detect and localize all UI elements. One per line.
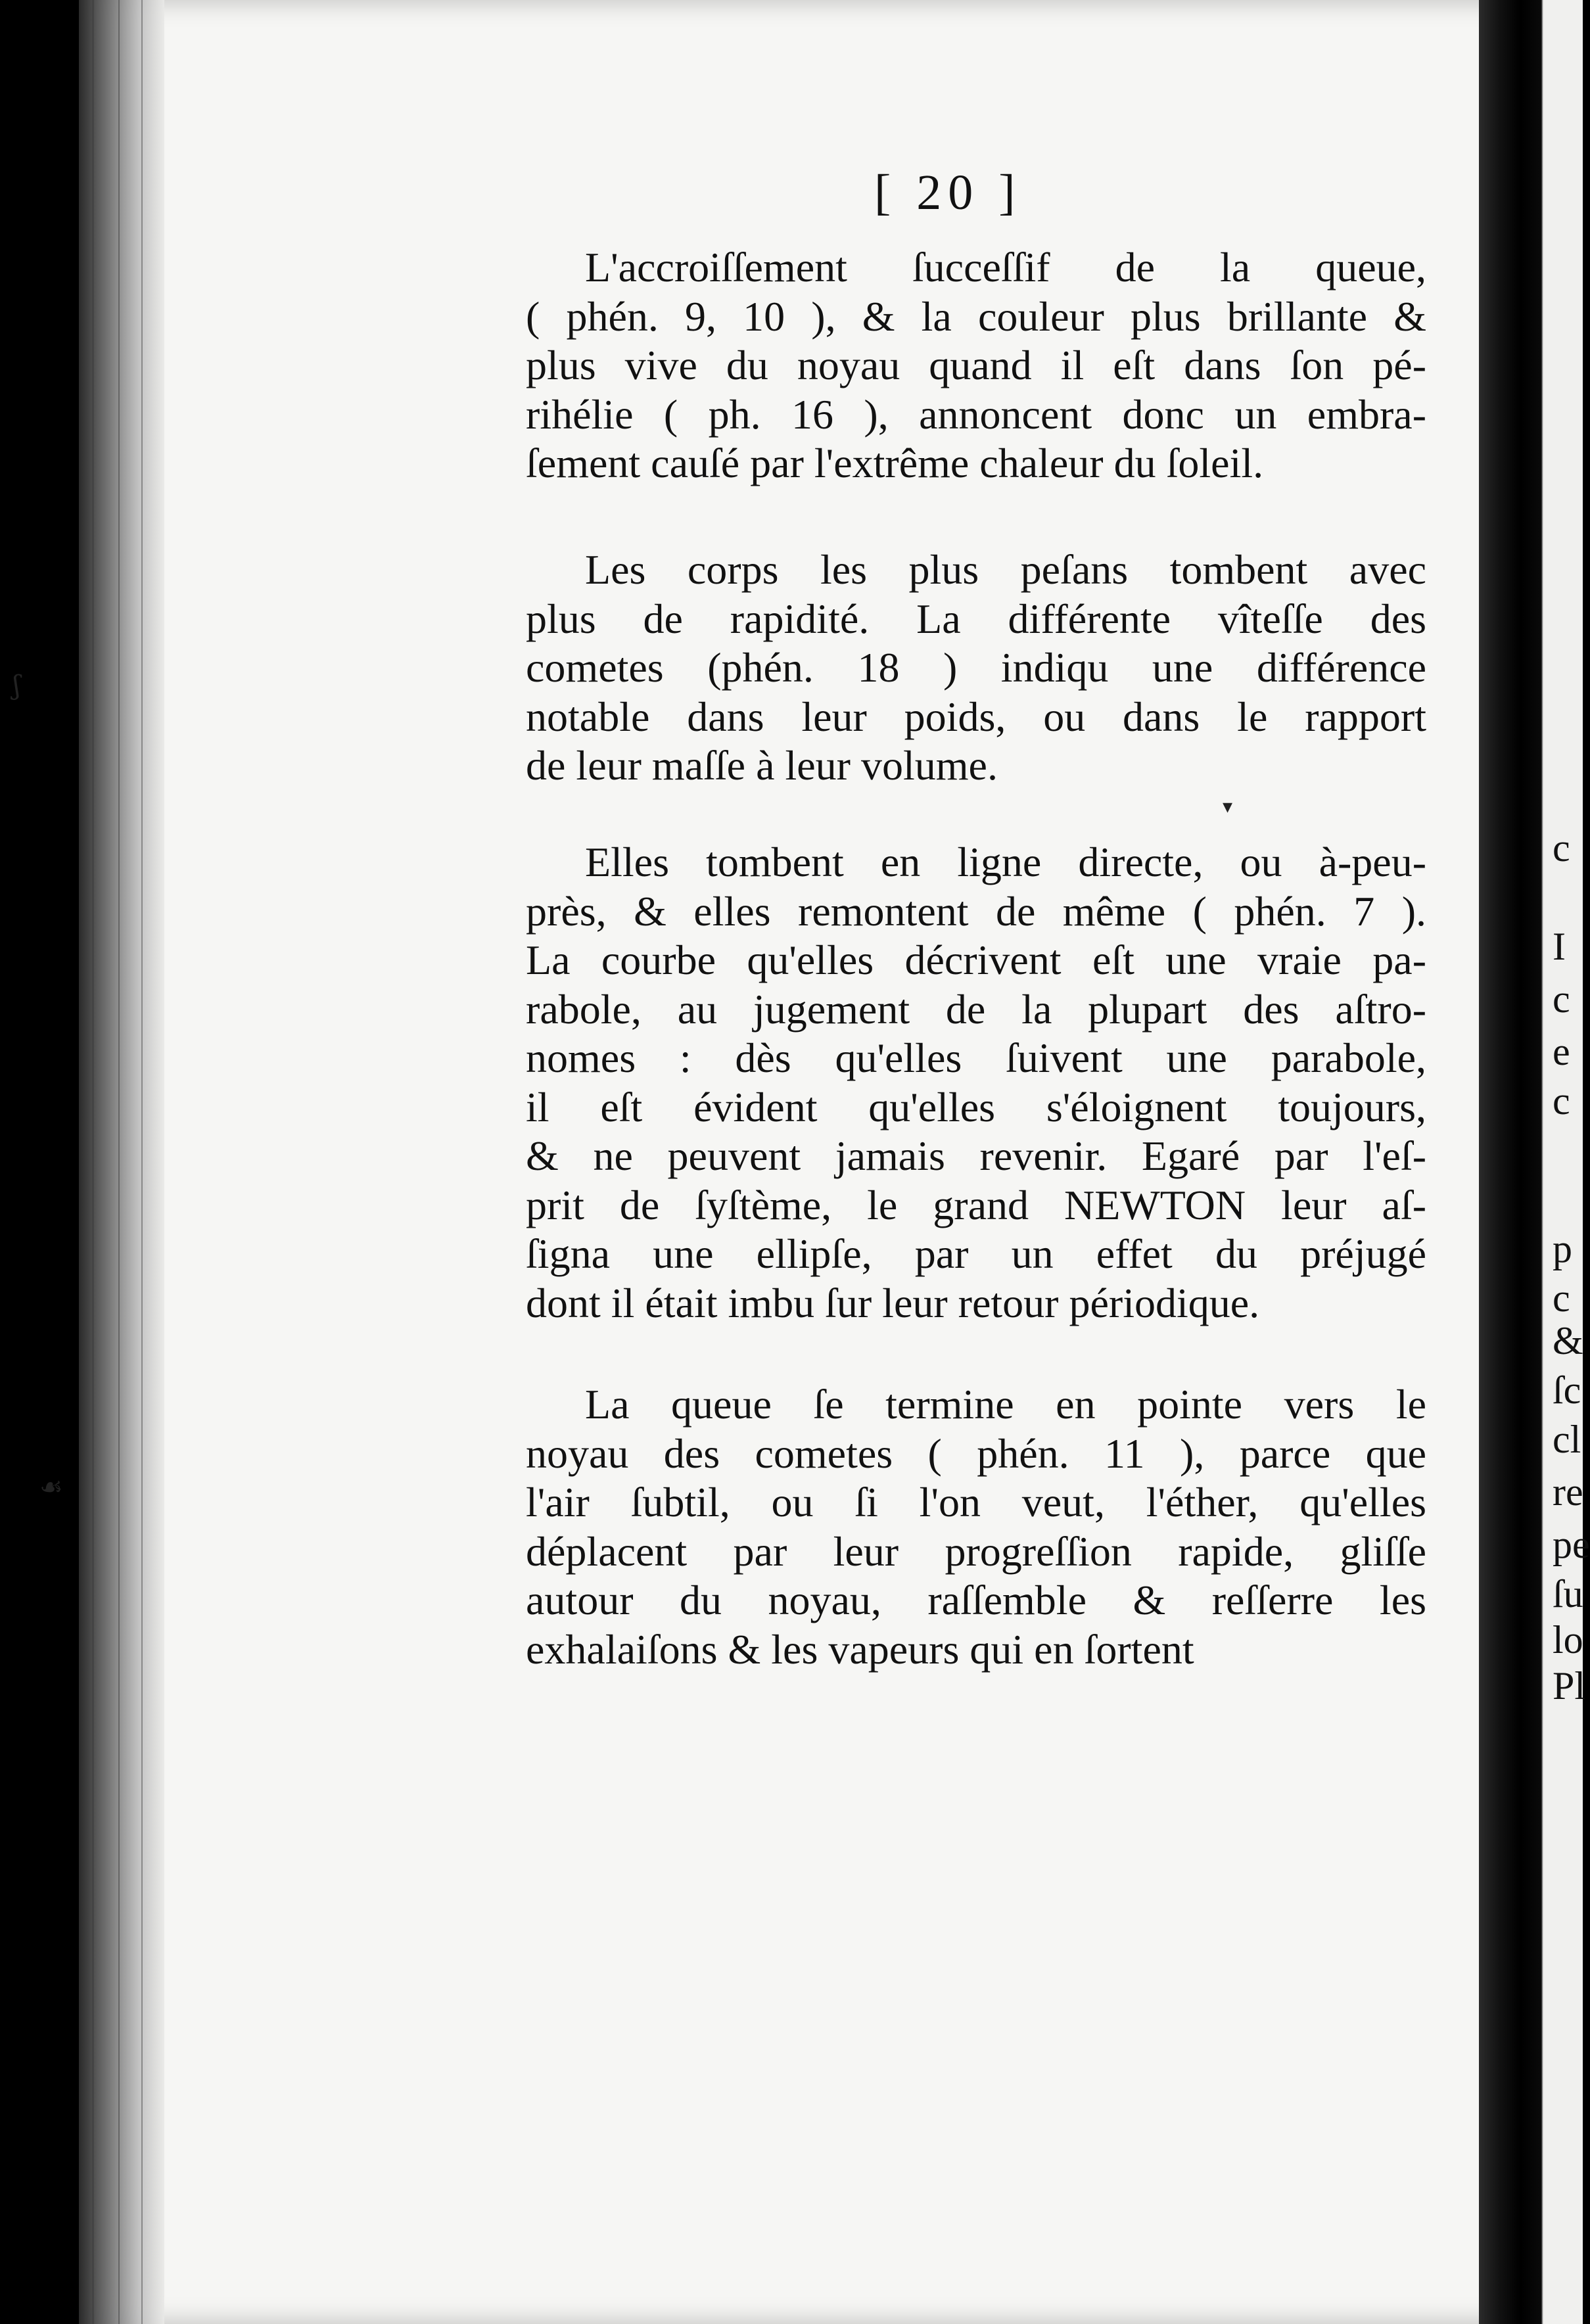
paragraph-4: [526, 1380, 1426, 1674]
text-line: La queue ſe termine en pointe vers le: [585, 1381, 1426, 1428]
gutter-line: [141, 0, 143, 2324]
text-line: ſement cauſé par l'extrême chaleur du ſoleil.: [526, 440, 1264, 486]
facing-page-fragment: re: [1553, 1470, 1583, 1514]
facing-page-fragment: c: [1553, 826, 1570, 870]
text-line: près, & elles remontent de même ( phén. 7 ).: [526, 887, 1426, 935]
text-line: Elles tombent en ligne directe, ou à-peu-: [585, 839, 1426, 885]
facing-page-fragment: pe: [1553, 1523, 1590, 1566]
text-line: de leur maſſe à leur volume.: [526, 742, 998, 789]
text-line: L'accroiſſement ſucceſſif de la queue,: [585, 244, 1426, 290]
facing-page-fragment: ſu: [1553, 1572, 1583, 1615]
text-line: rihélie ( ph. 16 ), annoncent donc un embra-: [526, 390, 1426, 438]
text-line: Les corps les plus peſans tombent avec: [585, 546, 1426, 593]
paragraph-3: [526, 838, 1426, 1328]
scan-border-left: [0, 0, 79, 2324]
text-line: dont il était imbu ſur leur retour périodique.: [526, 1279, 1260, 1326]
text-line: noyau des cometes ( phén. 11 ), parce que: [526, 1429, 1426, 1477]
facing-page-fragment: Pl: [1553, 1664, 1586, 1708]
page-number-header: [ 20 ]: [874, 165, 1022, 220]
text-line: il eſt évident qu'elles s'éloignent toujours,: [526, 1083, 1426, 1130]
facing-page-fragment: lo: [1553, 1618, 1583, 1662]
text-line: déplacent par leur progreſſion rapide, gliſſe: [526, 1527, 1426, 1575]
paragraph-2: [526, 546, 1426, 791]
text-line: rabole, au jugement de la plupart des aſtro-: [526, 985, 1426, 1033]
text-line: & ne peuvent jamais revenir. Egaré par l'eſ-: [526, 1132, 1426, 1179]
gutter-line: [118, 0, 120, 2324]
facing-page-fragment: ſc: [1553, 1368, 1581, 1412]
scan-speck: ▾: [1223, 795, 1233, 818]
scan-speck: ☙: [39, 1472, 63, 1502]
facing-page-fragment: cl: [1553, 1418, 1581, 1461]
text-line: La courbe qu'elles décrivent eſt une vraie pa-: [526, 937, 1426, 983]
facing-page-fragment: &: [1553, 1319, 1583, 1362]
text-line: cometes (phén. 18 ) indiqu une différence: [526, 644, 1426, 691]
facing-page-fragment: c: [1553, 1276, 1570, 1320]
text-line: plus vive du noyau quand il eſt dans ſon pé-: [526, 342, 1426, 388]
facing-page-fragment: e: [1553, 1030, 1570, 1073]
scan-speck: ʃ: [13, 670, 20, 701]
text-line: ſigna une ellipſe, par un effet du préjugé: [526, 1230, 1426, 1277]
gutter-line: [92, 0, 94, 2324]
facing-page-strip: [1543, 0, 1586, 2324]
paragraph-1: [526, 243, 1426, 488]
text-line: plus de rapidité. La différente vîteſſe des: [526, 595, 1426, 642]
text-line: nomes : dès qu'elles ſuivent une parabole,: [526, 1034, 1426, 1081]
facing-page-fragment: I: [1553, 925, 1566, 968]
text-line: notable dans leur poids, ou dans le rapport: [526, 693, 1426, 740]
facing-page-fragment: c: [1553, 977, 1570, 1021]
facing-page-fragment: p: [1553, 1227, 1572, 1270]
facing-page-fragment: c: [1553, 1079, 1570, 1123]
text-line: ( phén. 9, 10 ), & la couleur plus brillante &: [526, 292, 1426, 340]
text-line: exhalaiſons & les vapeurs qui en ſortent: [526, 1625, 1194, 1673]
text-line: autour du noyau, raſſemble & reſſerre les: [526, 1577, 1426, 1623]
text-line: prit de ſyſtème, le grand NEWTON leur aſ-: [526, 1181, 1426, 1228]
text-line: l'air ſubtil, ou ſi l'on veut, l'éther, qu'elles: [526, 1479, 1426, 1525]
